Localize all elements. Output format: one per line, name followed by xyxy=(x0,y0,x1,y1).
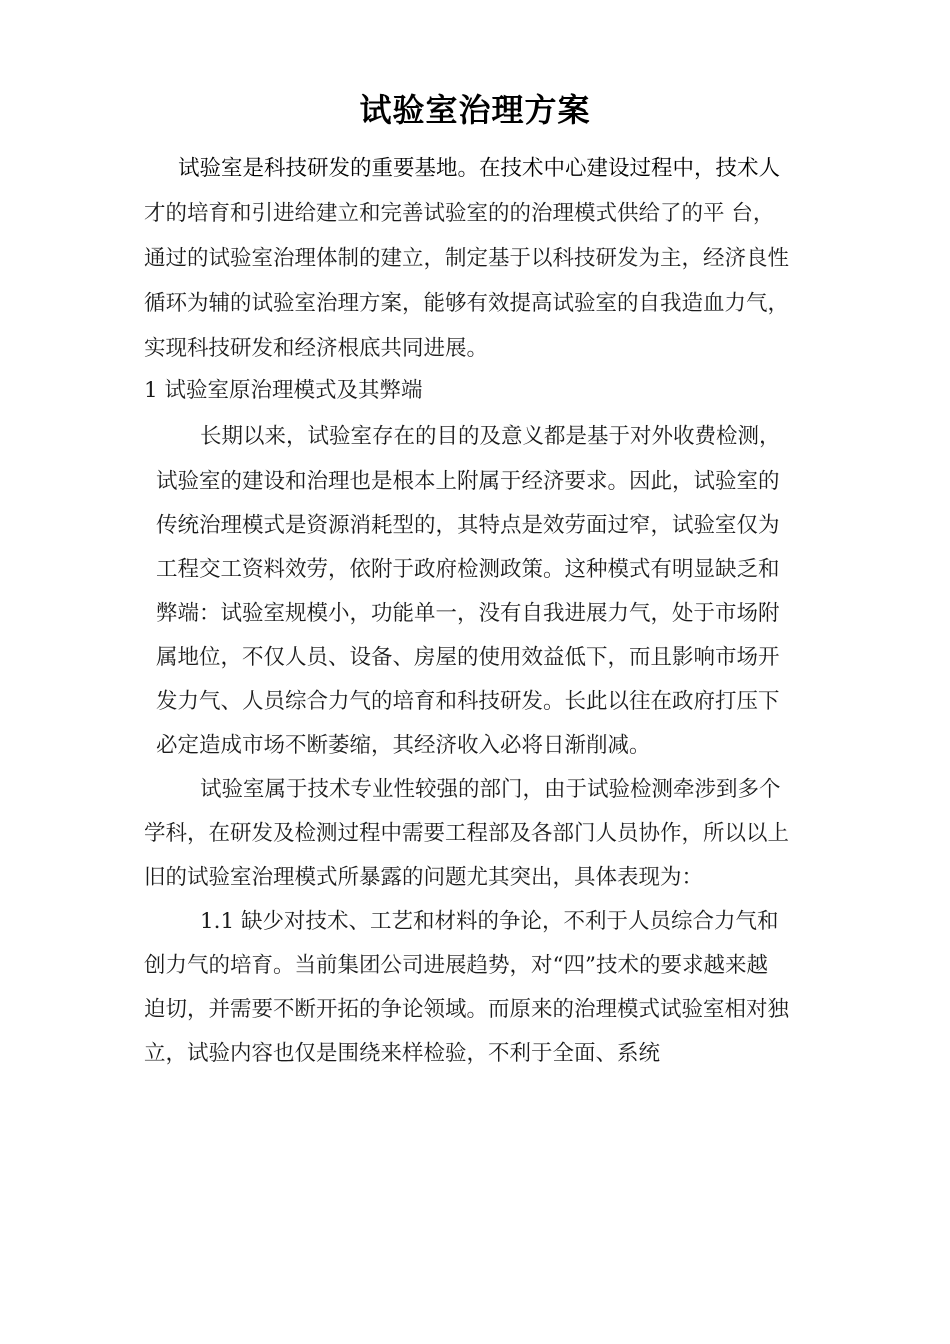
paragraph-line: 传统治理模式是资源消耗型的，其特点是效劳面过窄，试验室仅为 xyxy=(156,513,780,538)
document-title: 试验室治理方案 xyxy=(359,91,591,129)
paragraph-line: 实现科技研发和经济根底共同进展。 xyxy=(144,336,489,361)
paragraph-line: 才的培育和引进给建立和完善试验室的的治理模式供给了的平 台， xyxy=(144,201,775,226)
paragraph-line: 学科，在研发及检测过程中需要工程部及各部门人员协作，所以以上 xyxy=(144,821,790,846)
paragraph-line: 循环为辅的试验室治理方案，能够有效提高试验室的自我造血力气， xyxy=(144,291,790,316)
paragraph-line: 立，试验内容也仅是围绕来样检验，不利于全面、系统 xyxy=(144,1041,661,1066)
paragraph-line: 弊端：试验室规模小，功能单一，没有自我进展力气，处于市场附 xyxy=(156,601,780,626)
paragraph-line: 迫切，并需要不断开拓的争论领域。而原来的治理模式试验室相对独 xyxy=(144,997,790,1022)
paragraph-line: 试验室的建设和治理也是根本上附属于经济要求。因此，试验室的 xyxy=(156,469,780,494)
paragraph-line: 发力气、人员综合力气的培育和科技研发。长此以往在政府打压下 xyxy=(156,689,780,714)
paragraph-line: 试验室属于技术专业性较强的部门，由于试验检测牵涉到多个 xyxy=(200,777,781,802)
paragraph-line: 通过的试验室治理体制的建立，制定基于以科技研发为主，经济良性 xyxy=(144,246,790,271)
paragraph-line: 必定造成市场不断萎缩，其经济收入必将日渐削减。 xyxy=(156,733,651,758)
paragraph-line: 工程交工资料效劳，依附于政府检测政策。这种模式有明显缺乏和 xyxy=(156,557,780,582)
paragraph-line: 试验室是科技研发的重要基地。在技术中心建设过程中，技术人 xyxy=(178,156,781,181)
paragraph-line: 属地位，不仅人员、设备、房屋的使用效益低下，而且影响市场开 xyxy=(156,645,780,670)
paragraph-line: 长期以来，试验室存在的目的及意义都是基于对外收费检测， xyxy=(200,424,781,449)
paragraph-line: 1.1 缺少对技术、工艺和材料的争论，不利于人员综合力气和 xyxy=(200,909,779,934)
paragraph-line: 旧的试验室治理模式所暴露的问题尤其突出，具体表现为： xyxy=(144,865,704,890)
paragraph-line: 创力气的培育。当前集团公司进展趋势，对“四”技术的要求越来越 xyxy=(144,953,768,978)
section-heading: 1 试验室原治理模式及其弊端 xyxy=(144,378,423,403)
